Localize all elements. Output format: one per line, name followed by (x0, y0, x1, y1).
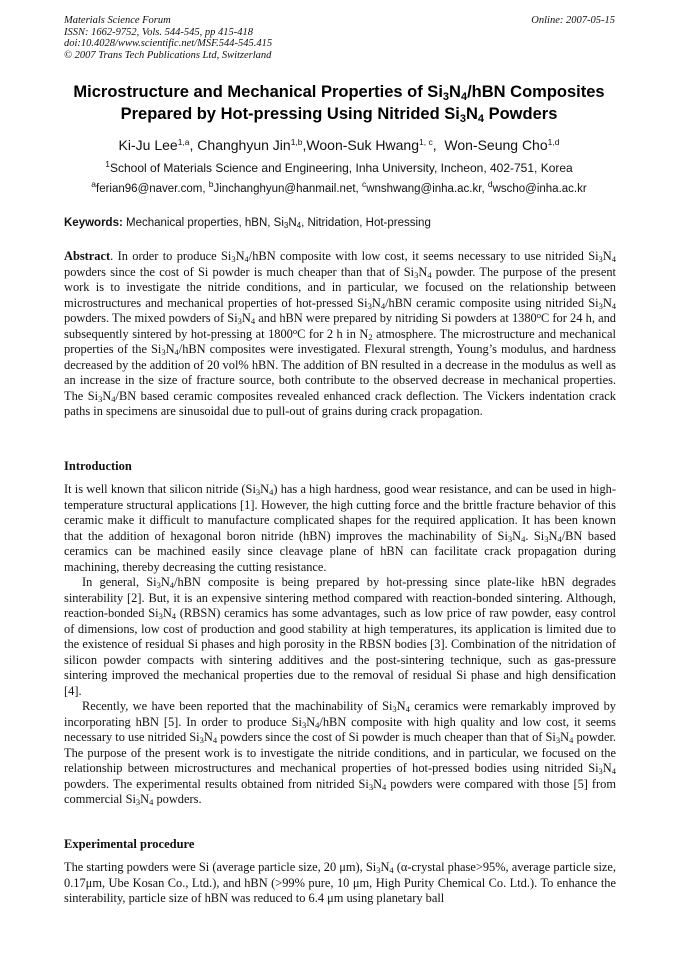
intro-paragraph-2: In general, $Si_3N_4$/hBN composite is being prepared by hot-pressing since plate-like hBN degrades sinterability [2]. But, it is an expensive sintering method compared with reaction-bonded sintering. Although, reaction-bonded $Si_3N_4$ (RBSN) ceramics has some advantages, such as low price of raw powder, easy control of dimensions, low cost of production and good stability at high temperatures, its application is limited due to the existence of residual Si phases and high porosity in the RBSN bodies [3]. Combination of the nitridation of silicon powder compacts with sintering additives and the post-sintering technique, such as gas-pressure sintering improved the mechanical properties due to the removal of residual Si phase and high densification [4]. (64, 575, 616, 698)
experimental-heading: Experimental procedure (64, 837, 195, 851)
keywords: Keywords: Mechanical properties, hBN, $Si_3N_4$, Nitridation, Hot-pressing (64, 217, 431, 230)
online-date: Online: 2007-05-15 (531, 15, 615, 26)
email-link[interactable]: wscho@inha.ac.kr (492, 183, 587, 195)
introduction-body (64, 482, 616, 808)
experimental-paragraph-1: The starting powders were Si (average particle size, 20 μm), $Si_3N_4$ (α-crystal phase>95%, average particle size, 0.17μm, Ube Kosan Co., Ltd.), and hBN (>99% pure, 10 μm, High Purity Chemical Co. Ltd.). To enhance the sinterability, particle size of hBN was reduced to 6.4 μm using planetary ball (64, 860, 616, 905)
author: Changhyun Jin (197, 137, 291, 153)
doi-line: doi:10.4028/www.scientific.net/MSF.544-545.415 (64, 38, 273, 49)
introduction-heading: Introduction (64, 459, 132, 473)
journal-info (64, 15, 272, 61)
issn-line: ISSN: 1662-9752, Vols. 544-545, pp 415-418 (64, 26, 253, 38)
email-list: $^a$ferian96@naver.com, $^b$Jinchanghyun@hanmail.net, $^c$wnshwang@inha.ac.kr, $^d$wscho@inha.ac.kr (91, 179, 587, 195)
title-line-2: Prepared by Hot-pressing Using Nitrided $Si_3N_4$ Powders (120, 105, 558, 125)
experimental-body (64, 860, 616, 907)
author: Ki-Ju Lee (118, 137, 178, 153)
journal-name: Materials Science Forum (64, 15, 171, 26)
author: Won-Seung Cho (444, 137, 548, 153)
author-list: Ki-Ju Lee$^{1,a}$, Changhyun Jin$^{1,b}$,Woon-Suk Hwang$^{1, c}$, Won-Seung Cho$^{1,d}$ (118, 137, 560, 153)
email-link[interactable]: ferian96@naver.com (96, 183, 203, 195)
copyright-line: © 2007 Trans Tech Publications Ltd, Switzerland (64, 49, 272, 61)
email-link[interactable]: Jinchanghyun@hanmail.net (213, 183, 356, 195)
intro-paragraph-3: Recently, we have been reported that the machinability of $Si_3N_4$ ceramics were remarkably improved by incorporating hBN [5]. In order to produce $Si_3N_4$/hBN composite with high quality and low cost, it seems necessary to use nitrided $Si_3N_4$ powders since the cost of Si powder is much cheaper than that of $Si_3N_4$ powder. The purpose of the present work is to investigate the nitride conditions, and in particular, we focused on the relationship between microstructures and mechanical properties of hot-pressed bodies using nitrided $Si_3N_4$ powders. The experimental results obtained from nitrided $Si_3N_4$ powders were compared with those [5] from commercial $Si_3N_4$ powders. (64, 699, 617, 807)
abstract (64, 249, 616, 420)
author: Woon-Suk Hwang (306, 137, 419, 153)
abstract-label: Abstract (64, 249, 111, 263)
abstract-paragraph: Abstract. In order to produce $Si_3N_4$/hBN composite with low cost, it seems necessary to use nitrided $Si_3N_4$ powders since the cost of Si powder is much cheaper than that of $Si_3N_4$ powder. The purpose of the present work is to investigate the nitride conditions, and in particular, we focused on the relationship between microstructures and mechanical properties of hot-pressed $Si_3N_4$/hBN ceramic composite using nitrided $Si_3N_4$ powders. The mixed powders of $Si_3N_4$ and hBN were prepared by nitriding Si powders at 1380$^o$C for 24 h, and subsequently sintered by hot-pressing at 1800$^o$C for 2 h in $N_2$ atmosphere. The microstructure and mechanical properties of the $Si_3N_4$/hBN composites were investigated. Flexural strength, Young’s modulus, and hardness decreased by the addition of 20 vol% hBN. The addition of BN resulted in a decrease in the modulus as well as an increase in the size of fracture source, both contribute to the observed decrease in mechanical properties. The $Si_3N_4/BN$ based ceramic composites revealed enhanced crack deflection. The Vickers indentation crack paths in specimens are sinusoidal due to pull-out of grains during crack propagation. (64, 249, 617, 418)
title-line-1: Microstructure and Mechanical Properties of $Si_3N_4$/hBN Composites (73, 83, 605, 103)
email-link[interactable]: wnshwang@inha.ac.kr (366, 183, 482, 195)
paper-title (40, 81, 638, 125)
keywords-label: Keywords: (64, 217, 123, 229)
intro-paragraph-1: It is well known that silicon nitride $(Si_3N_4)$ has a high hardness, good wear resistance, and can be used in high-temperature structural applications [1]. However, the high cutting force and the brittle fracture behavior of this ceramic make it difficult to manufacture complicated shapes for the required application. It has been known that the addition of hexagonal boron nitride (hBN) improves the machinability of $Si_3N_4$. $Si_3N_4/BN$ based ceramics can be machined easily since cleavage plane of hBN can facilitate crack propagation during machining, thereby decreasing the cutting resistance. (64, 482, 617, 574)
affiliation: $^1$School of Materials Science and Engineering, Inha University, Incheon, 402-751, Korea (105, 159, 573, 175)
